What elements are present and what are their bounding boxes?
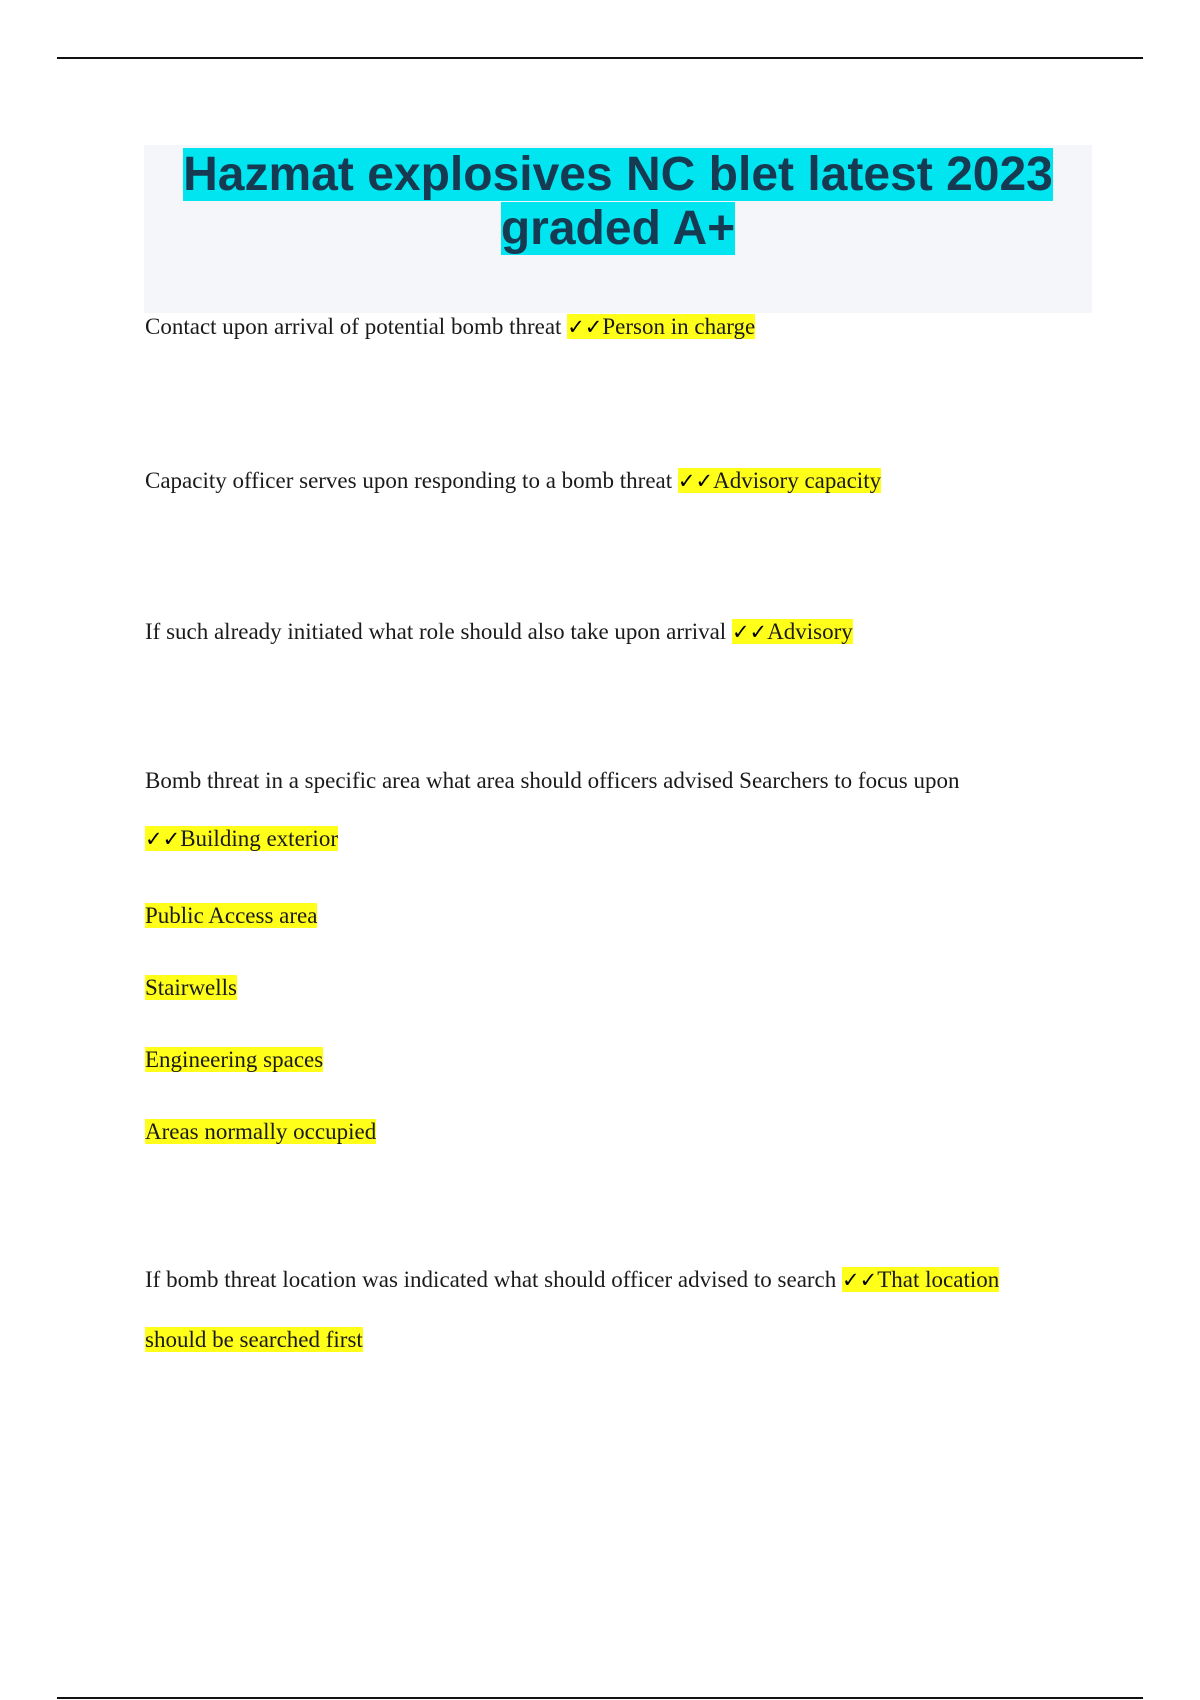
check-icon: ✓✓	[677, 469, 714, 493]
answer-text: Advisory capacity	[713, 468, 882, 493]
question-text: If such already initiated what role should also take upon arrival	[145, 619, 727, 644]
qa-item-1	[145, 314, 755, 340]
check-icon: ✓✓	[731, 620, 768, 644]
qa-item-5-answer-continued	[145, 1327, 363, 1353]
answer-list-item: Stairwells	[145, 975, 237, 1000]
qa-item-2	[145, 468, 881, 494]
answer-text: Person in charge	[602, 314, 756, 339]
qa-item-3	[145, 619, 853, 645]
page-title: Hazmat explosives NC blet latest 2023 graded A+	[183, 148, 1053, 255]
answer-highlight	[567, 314, 755, 339]
answer-highlight	[842, 1267, 999, 1292]
top-rule	[57, 57, 1143, 59]
answer-text: Building exterior	[180, 826, 338, 851]
answer-list-item: Areas normally occupied	[145, 1119, 377, 1144]
answer-highlight	[732, 619, 853, 644]
qa-item-4	[145, 768, 960, 794]
answer-list-item: Engineering spaces	[145, 1047, 324, 1072]
qa-item-4-answer	[145, 826, 338, 852]
answer-list-item: Public Access area	[145, 903, 318, 928]
answer-highlight	[145, 826, 338, 851]
check-icon: ✓✓	[567, 315, 603, 339]
qa-item-5	[145, 1267, 999, 1293]
title-block	[144, 145, 1092, 313]
question-text: If bomb threat location was indicated what should officer advised to search	[145, 1267, 837, 1292]
check-icon: ✓✓	[145, 827, 181, 851]
check-icon: ✓✓	[842, 1268, 878, 1292]
answer-text: That location	[877, 1267, 1000, 1292]
answer-highlight	[678, 468, 881, 493]
question-text: Contact upon arrival of potential bomb threat	[145, 314, 562, 339]
question-text: Capacity officer serves upon responding to a bomb threat	[145, 468, 673, 493]
question-text: Bomb threat in a specific area what area should officers advised Searchers to focus upon	[145, 768, 960, 793]
answer-text: should be searched first	[145, 1327, 363, 1352]
bottom-rule	[57, 1697, 1143, 1699]
answer-text: Advisory	[767, 619, 853, 644]
